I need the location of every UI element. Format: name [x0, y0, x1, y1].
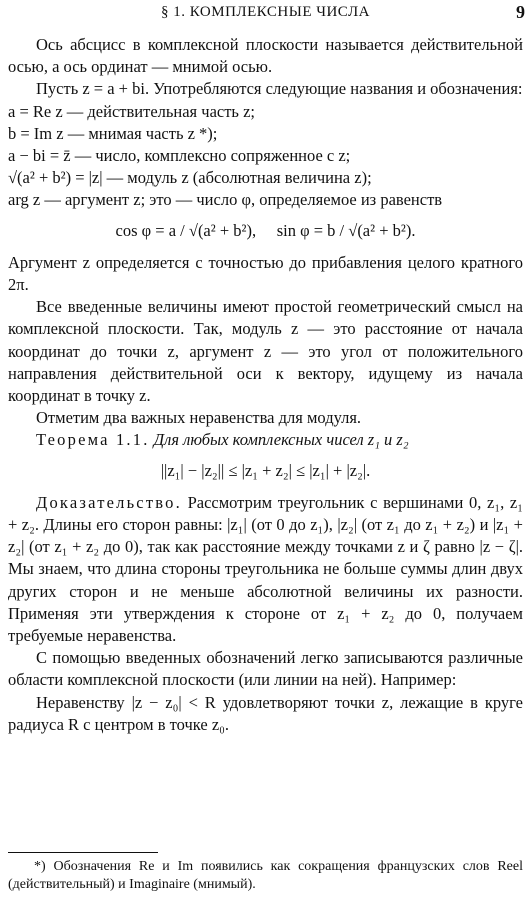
definition-imag-part: b = Im z — мнимая часть z *);	[8, 123, 218, 143]
paragraph-regions: С помощью введенных обозначений легко записываются различные области комплексной плоскости (или линии на ней). Например:	[8, 648, 523, 690]
proof-text: Рассмотрим треугольник с вершинами 0, z₁, z₁ + z₂. Длины его сторон равны: |z₁| (от 0 до z₁), |z₂| (от z₁ до z₁ + z₂) и |z₁ + z₂| (от z₁ + z₂ до 0), так как расстояние между точками z и ζ равно |z − ζ|. Мы знаем, что длина стороны треугольника не больше суммы длин двух других сторон и не меньше абсолютной величины их разности. Применяя эти утверждения к стороне от z₁ + z₂ до 0, получаем требуемые неравенства.	[8, 492, 523, 646]
theorem-label: Теорема 1.1.	[36, 430, 150, 450]
paragraph-argument-ambiguity: Аргумент z определяется с точностью до прибавления целого кратного 2π.	[8, 252, 523, 295]
definition-conjugate: a − bi = z̄ — число, комплексно сопряженное с z;	[8, 146, 351, 166]
definition-real-part: a = Re z — действительная часть z;	[8, 101, 255, 121]
paragraph-notation-intro: Пусть z = a + bi. Употребляются следующие названия и обозначения:	[36, 79, 523, 99]
definition-modulus: √(a² + b²) = |z| — модуль z (абсолютная величина z);	[8, 168, 372, 188]
paragraph-geometric-meaning: Все введенные величины имеют простой геометрический смысл на комплексной плоскости. Так, модуль z — это расстояние от начала координат до точки z, аргумент z — это угол от положительного направления действительной оси к вектору, идущему из начала координат в точку z.	[8, 297, 523, 406]
theorem-text: Для любых комплексных чисел z₁ и z₂	[153, 430, 409, 450]
formula-cos: cos φ = a / √(a² + b²),	[115, 220, 257, 240]
proof-label: Доказательство.	[36, 492, 182, 512]
formula-sin: sin φ = b / √(a² + b²).	[276, 220, 416, 240]
page-number: 9	[516, 2, 525, 22]
formula-cos-sin	[8, 220, 523, 242]
theorem-statement	[8, 429, 523, 451]
proof	[8, 492, 523, 647]
page-body	[8, 34, 523, 736]
paragraph-disk-example: Неравенству |z − z₀| < R удовлетворяют точки z, лежащие в круге радиуса R с центром в точке z₀.	[8, 692, 523, 734]
running-header	[0, 2, 531, 26]
theorem-formula: ||z₁| − |z₂|| ≤ |z₁ + z₂| ≤ |z₁| + |z₂|.	[160, 460, 371, 480]
paragraph-axes: Ось абсцисс в комплексной плоскости называется действительной осью, а ось ординат — мнимой осью.	[8, 35, 523, 77]
definition-argument: arg z — аргумент z; это — число φ, определяемое из равенств	[8, 190, 443, 210]
footnote: *) Обозначения Re и Im появились как сокращения французских слов Reel (действительный) и Imaginaire (мнимый).	[8, 859, 523, 892]
footnote-divider	[8, 852, 158, 853]
paragraph-inequalities-intro: Отметим два важных неравенства для модуля.	[36, 408, 362, 428]
section-title: § 1. КОМПЛЕКСНЫЕ ЧИСЛА	[161, 4, 370, 20]
